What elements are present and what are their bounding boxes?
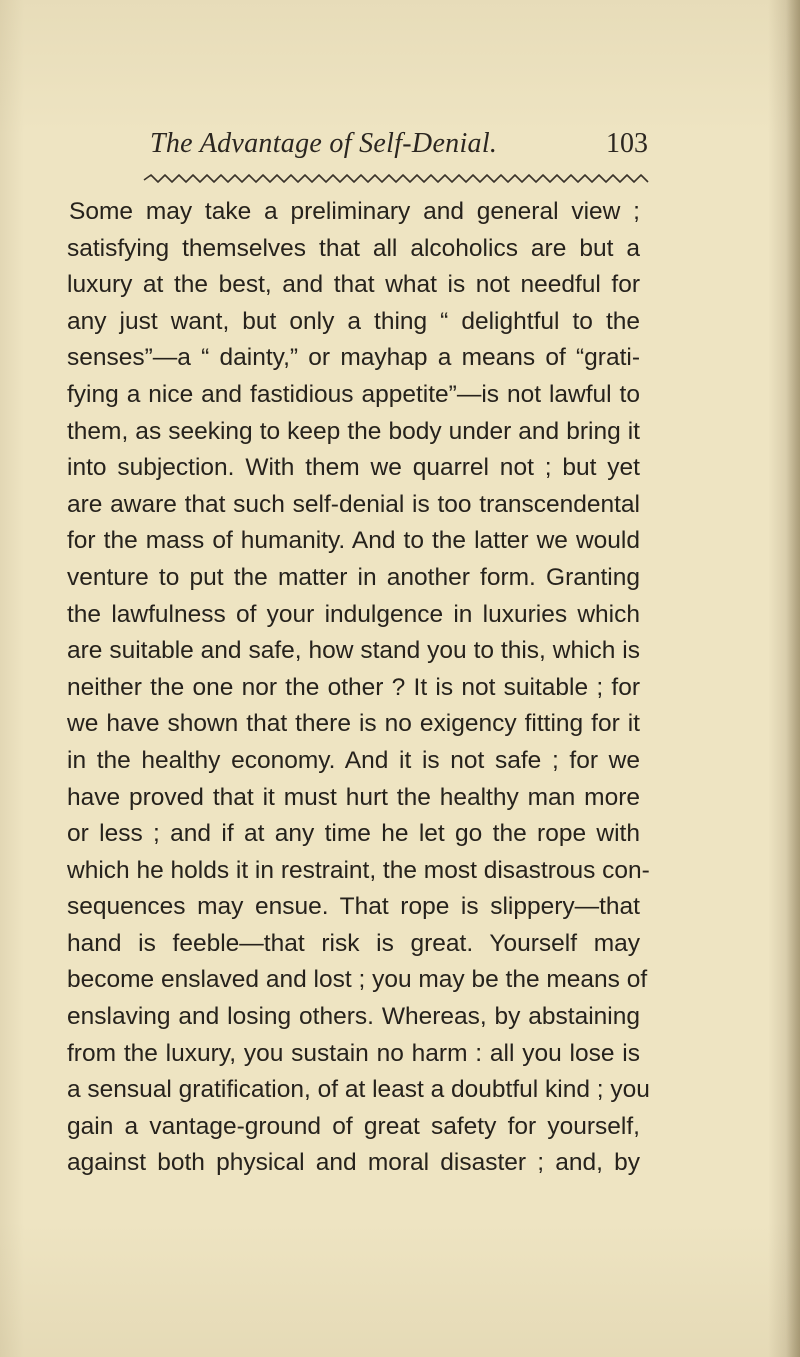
decorative-rule <box>142 172 652 186</box>
text-line: are aware that such self-denial is too transcendental <box>67 490 640 518</box>
text-line: fying a nice and fastidious appetite”—is not lawful to <box>67 380 640 408</box>
text-line: in the healthy economy. And it is not safe ; for we <box>67 746 640 774</box>
text-line: from the luxury, you sustain no harm : all you lose is <box>67 1039 640 1067</box>
text-line: or less ; and if at any time he let go the rope with <box>67 820 640 848</box>
page-number: 103 <box>606 128 648 159</box>
page-header <box>150 128 650 168</box>
text-line: senses”—a “ dainty,” or mayhap a means of “grati- <box>67 344 640 372</box>
running-title: The Advantage of Self-Denial. <box>150 128 498 159</box>
text-line: have proved that it must hurt the healthy man more <box>67 783 640 811</box>
text-line: satisfying themselves that all alcoholics are but a <box>67 234 640 262</box>
text-line: for the mass of humanity. And to the latter we would <box>67 527 640 555</box>
text-line: neither the one nor the other ? It is not suitable ; for <box>67 673 640 701</box>
text-line: we have shown that there is no exigency fitting for it <box>67 710 640 738</box>
text-line: become enslaved and lost ; you may be the means of <box>67 966 648 994</box>
text-line: venture to put the matter in another form. Granting <box>67 563 640 591</box>
text-line: a sensual gratification, of at least a doubtful kind ; you <box>67 1076 650 1104</box>
text-line: against both physical and moral disaster ; and, by <box>67 1149 640 1177</box>
page-edge-shadow <box>786 0 800 1357</box>
text-line: into subjection. With them we quarrel not ; but yet <box>67 454 640 482</box>
text-line: hand is feeble—that risk is great. Yourself may <box>67 929 640 957</box>
text-line: enslaving and losing others. Whereas, by abstaining <box>67 1003 640 1031</box>
text-line: the lawfulness of your indulgence in luxuries which <box>67 600 640 628</box>
text-line: sequences may ensue. That rope is slippery—that <box>67 893 640 921</box>
text-line: Some may take a preliminary and general view ; <box>69 198 640 225</box>
text-line: luxury at the best, and that what is not needful for <box>67 271 640 299</box>
text-line: which he holds it in restraint, the most disastrous con- <box>67 856 650 884</box>
text-line: any just want, but only a thing “ delightful to the <box>67 307 640 335</box>
text-line: gain a vantage-ground of great safety for yourself, <box>67 1112 640 1140</box>
body-paragraph <box>67 194 650 1182</box>
text-line: are suitable and safe, how stand you to this, which is <box>67 637 640 665</box>
text-line: them, as seeking to keep the body under and bring it <box>67 417 640 445</box>
